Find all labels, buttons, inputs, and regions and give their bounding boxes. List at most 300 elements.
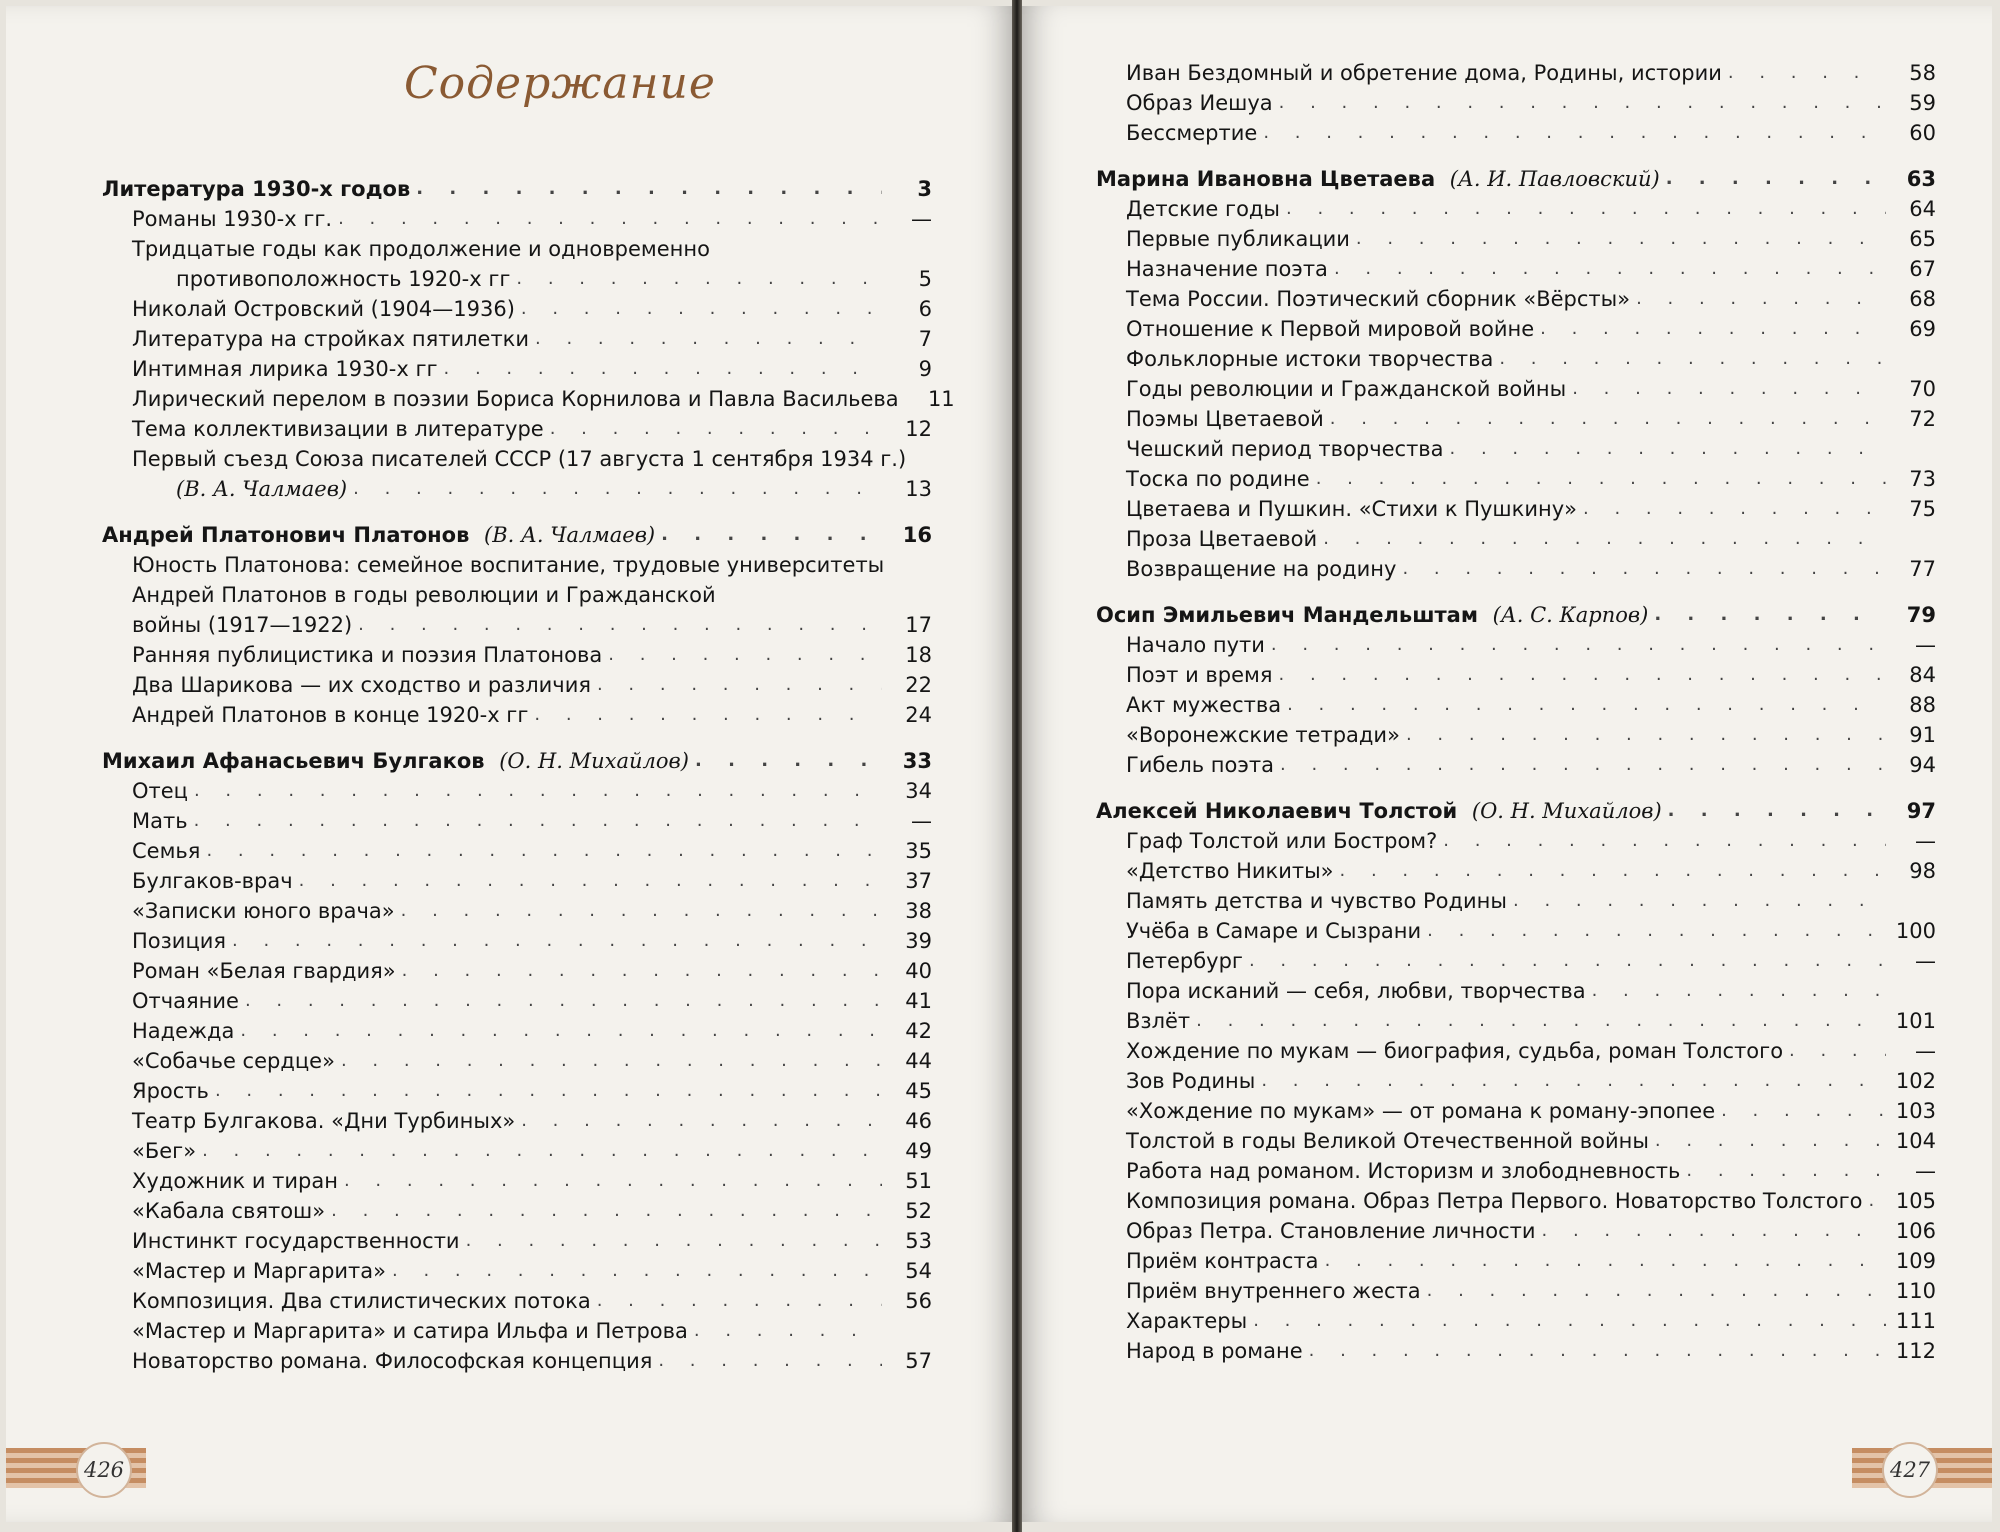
toc-entry-title: Память детства и чувство Родины bbox=[1126, 889, 1507, 913]
section-title: Литература 1930-х годов bbox=[102, 177, 411, 201]
toc-page-number: 24 bbox=[905, 703, 932, 727]
section-title: Алексей Николаевич Толстой bbox=[1096, 799, 1458, 823]
toc-entry bbox=[1096, 374, 1936, 404]
toc-page-number: 94 bbox=[1909, 753, 1936, 777]
toc-entry-title: Инстинкт государственности bbox=[132, 1229, 460, 1253]
toc-page-number: 53 bbox=[905, 1229, 932, 1253]
toc-entry-title: Первые публикации bbox=[1126, 227, 1350, 251]
toc-page-number: 49 bbox=[905, 1139, 932, 1163]
toc-entry-title: Романы 1930-х гг. bbox=[132, 207, 333, 231]
dot-leader bbox=[1263, 118, 1886, 148]
toc-page-number: 39 bbox=[905, 929, 932, 953]
toc-entry bbox=[1096, 524, 1936, 554]
toc-entry-title: Работа над романом. Историзм и злободневность bbox=[1126, 1159, 1681, 1183]
toc-entry-title: Отец bbox=[132, 779, 188, 803]
toc-page-number: 59 bbox=[1909, 91, 1936, 115]
toc-entry bbox=[102, 550, 932, 580]
toc-page-number: 58 bbox=[1909, 61, 1936, 85]
toc-entry-title: Детские годы bbox=[1126, 197, 1281, 221]
toc-entry bbox=[1096, 690, 1936, 720]
toc-entry bbox=[1096, 1246, 1936, 1276]
toc-page-number: 101 bbox=[1895, 1009, 1936, 1033]
toc-entry-continuation bbox=[102, 474, 932, 504]
toc-page-number: 75 bbox=[1909, 497, 1936, 521]
dot-leader bbox=[1655, 1126, 1886, 1156]
toc-page-number: 79 bbox=[1906, 603, 1936, 627]
toc-page-number: 13 bbox=[905, 477, 932, 501]
toc-page-number: 40 bbox=[905, 959, 932, 983]
toc-page-number: 17 bbox=[905, 613, 932, 637]
toc-entry-continuation bbox=[102, 264, 932, 294]
toc-entry-title: Художник и тиран bbox=[132, 1169, 338, 1193]
dot-leader bbox=[534, 700, 882, 730]
toc-page-number: 56 bbox=[905, 1289, 932, 1313]
section-title: Андрей Платонович Платонов bbox=[102, 523, 470, 547]
toc-page-number: 105 bbox=[1895, 1189, 1936, 1213]
toc-page-number: 42 bbox=[905, 1019, 932, 1043]
left-page bbox=[6, 6, 1016, 1522]
toc-page-number: — bbox=[1915, 633, 1936, 657]
dot-leader bbox=[1572, 374, 1886, 404]
toc-section-heading bbox=[1096, 164, 1936, 194]
dot-leader bbox=[1261, 1066, 1886, 1096]
dot-leader bbox=[1253, 1306, 1886, 1336]
toc-page-number: 3 bbox=[917, 177, 932, 201]
toc-entry-title: Литература на стройках пятилетки bbox=[132, 327, 530, 351]
toc-entry bbox=[1096, 1156, 1936, 1186]
toc-entry-title: Цветаева и Пушкин. «Стихи к Пушкину» bbox=[1126, 497, 1577, 521]
toc-entry bbox=[102, 640, 932, 670]
toc-page-number: 88 bbox=[1909, 693, 1936, 717]
toc-entry bbox=[102, 414, 932, 444]
toc-entry-title: Семья bbox=[132, 839, 201, 863]
toc-page-number: 9 bbox=[918, 357, 932, 381]
dot-leader bbox=[215, 1076, 882, 1106]
toc-entry-title: «Детство Никиты» bbox=[1126, 859, 1334, 883]
toc-entry bbox=[102, 1016, 932, 1046]
toc-page-number: 18 bbox=[905, 643, 932, 667]
toc-entry bbox=[102, 670, 932, 700]
dot-leader bbox=[550, 414, 882, 444]
toc-entry-title: Назначение поэта bbox=[1126, 257, 1328, 281]
toc-entry-title: Мать bbox=[132, 809, 188, 833]
dot-leader bbox=[232, 926, 882, 956]
toc-entry-title: Интимная лирика 1930-х гг bbox=[132, 357, 438, 381]
dot-leader bbox=[341, 1046, 882, 1076]
dot-leader bbox=[1427, 916, 1886, 946]
toc-entry-title: Тема коллективизации в литературе bbox=[132, 417, 544, 441]
toc-page-number: 97 bbox=[1906, 799, 1936, 823]
toc-page-number: 70 bbox=[1909, 377, 1936, 401]
dot-leader bbox=[597, 670, 882, 700]
toc-entry-title: Роман «Белая гвардия» bbox=[132, 959, 396, 983]
toc-page-number: 111 bbox=[1895, 1309, 1936, 1333]
toc-section-heading bbox=[102, 520, 932, 550]
toc-entry-title: Поэмы Цветаевой bbox=[1126, 407, 1324, 431]
toc-page-number: 102 bbox=[1895, 1069, 1936, 1093]
toc-entry bbox=[102, 926, 932, 956]
toc-entry bbox=[1096, 224, 1936, 254]
toc-entry bbox=[1096, 1276, 1936, 1306]
toc-page-number: 7 bbox=[918, 327, 932, 351]
dot-leader bbox=[1499, 344, 1886, 374]
dot-leader bbox=[338, 204, 882, 234]
toc-page-number: 54 bbox=[905, 1259, 932, 1283]
toc-entry-title: Граф Толстой или Бостром? bbox=[1126, 829, 1438, 853]
toc-entry-title: Тоска по родине bbox=[1126, 467, 1310, 491]
dot-leader bbox=[466, 1226, 882, 1256]
toc-page-number: 11 bbox=[927, 387, 955, 411]
toc-entry bbox=[1096, 1006, 1936, 1036]
dot-leader bbox=[1249, 946, 1886, 976]
toc-entry bbox=[1096, 916, 1936, 946]
toc-entry bbox=[102, 1256, 932, 1286]
toc-entry bbox=[102, 896, 932, 926]
dot-leader bbox=[695, 746, 882, 776]
toc-entry-title: Композиция. Два стилистических потока bbox=[132, 1289, 591, 1313]
toc-page-number: 100 bbox=[1895, 919, 1936, 943]
toc-page-number: 72 bbox=[1909, 407, 1936, 431]
dot-leader bbox=[1406, 720, 1886, 750]
toc-page-number: 67 bbox=[1909, 257, 1936, 281]
toc-page-number: 63 bbox=[1906, 167, 1936, 191]
dot-leader bbox=[1789, 1036, 1886, 1066]
dot-leader bbox=[1513, 886, 1886, 916]
toc-entry bbox=[102, 294, 932, 324]
toc-entry-title: Учёба в Самаре и Сызрани bbox=[1126, 919, 1422, 943]
right-page bbox=[1018, 6, 1992, 1522]
toc-page-number: 52 bbox=[905, 1199, 932, 1223]
toc-entry-title: «Воронежские тетради» bbox=[1126, 723, 1400, 747]
section-author: (А. С. Карпов) bbox=[1492, 603, 1649, 627]
toc-entry-title: «Кабала святош» bbox=[132, 1199, 326, 1223]
toc-page-number: 38 bbox=[905, 899, 932, 923]
dot-leader bbox=[1196, 1006, 1886, 1036]
toc-page-number: 103 bbox=[1895, 1099, 1936, 1123]
toc-entry bbox=[102, 580, 932, 610]
toc-entry-title: Поэт и время bbox=[1126, 663, 1273, 687]
dot-leader bbox=[1542, 1216, 1886, 1246]
toc-entry-title: Образ Петра. Становление личности bbox=[1126, 1219, 1536, 1243]
toc-entry bbox=[1096, 464, 1936, 494]
dot-leader bbox=[1654, 600, 1886, 630]
dot-leader bbox=[358, 610, 882, 640]
toc-page-number: 77 bbox=[1909, 557, 1936, 581]
toc-entry bbox=[1096, 976, 1936, 1006]
toc-entry-title: Зов Родины bbox=[1126, 1069, 1256, 1093]
dot-leader bbox=[1721, 1096, 1886, 1126]
toc-page-number: 68 bbox=[1909, 287, 1936, 311]
toc-page-number: — bbox=[911, 207, 932, 231]
book-gutter bbox=[1012, 0, 1022, 1532]
toc-entry-title: Надежда bbox=[132, 1019, 235, 1043]
toc-entry bbox=[1096, 720, 1936, 750]
toc-entry-title: Николай Островский (1904—1936) bbox=[132, 297, 515, 321]
toc-page-number: 5 bbox=[918, 267, 932, 291]
toc-entry bbox=[102, 1346, 932, 1376]
toc-entry-title: Композиция романа. Образ Петра Первого. Новаторство Толстого bbox=[1126, 1189, 1863, 1213]
toc-entry-title: Театр Булгакова. «Дни Турбиных» bbox=[132, 1109, 516, 1133]
toc-entry bbox=[1096, 630, 1936, 660]
toc-page-number: 64 bbox=[1909, 197, 1936, 221]
dot-leader bbox=[1402, 554, 1886, 584]
toc-page-number: 22 bbox=[905, 673, 932, 697]
toc-entry bbox=[102, 354, 932, 384]
toc-entry-title: Ярость bbox=[132, 1079, 209, 1103]
toc-entry bbox=[1096, 494, 1936, 524]
toc-entry-title: «Хождение по мукам» — от романа к роману-эпопее bbox=[1126, 1099, 1716, 1123]
toc-page-number: 110 bbox=[1895, 1279, 1936, 1303]
section-title: Михаил Афанасьевич Булгаков bbox=[102, 749, 485, 773]
toc-entry bbox=[102, 1136, 932, 1166]
toc-entry bbox=[1096, 826, 1936, 856]
dot-leader bbox=[299, 866, 882, 896]
toc-entry-title: Андрей Платонов в конце 1920-х гг bbox=[132, 703, 529, 727]
toc-entry-title: Годы революции и Гражданской войны bbox=[1126, 377, 1567, 401]
toc-entry bbox=[1096, 856, 1936, 886]
dot-leader bbox=[658, 1346, 882, 1376]
toc-entry-continuation bbox=[102, 610, 932, 640]
toc-entry-title: «Собачье сердце» bbox=[132, 1049, 335, 1073]
toc-page-number: 51 bbox=[905, 1169, 932, 1193]
dot-leader bbox=[1869, 1186, 1887, 1216]
toc-entry bbox=[102, 1196, 932, 1226]
page-number-left: 426 bbox=[76, 1442, 132, 1498]
toc-entry-title: Народ в романе bbox=[1126, 1339, 1303, 1363]
dot-leader bbox=[1666, 164, 1886, 194]
toc-page-number: 109 bbox=[1895, 1249, 1936, 1273]
toc-entry-title: Чешский период творчества bbox=[1126, 437, 1444, 461]
toc-entry-title: Лирический перелом в поэзии Бориса Корнилова и Павла Васильева bbox=[132, 387, 899, 411]
toc-entry bbox=[1096, 404, 1936, 434]
dot-leader bbox=[1356, 224, 1886, 254]
toc-entry-title: Взлёт bbox=[1126, 1009, 1191, 1033]
dot-leader bbox=[661, 520, 882, 550]
toc-entry bbox=[102, 444, 932, 474]
toc-entry bbox=[1096, 660, 1936, 690]
toc-entry-title: Ранняя публицистика и поэзия Платонова bbox=[132, 643, 603, 667]
toc-entry-title: Хождение по мукам — биография, судьба, роман Толстого bbox=[1126, 1039, 1784, 1063]
toc-entry bbox=[102, 384, 955, 414]
dot-leader bbox=[1443, 826, 1886, 856]
toc-entry bbox=[1096, 1216, 1936, 1246]
toc-entry bbox=[1096, 1306, 1936, 1336]
toc-entry-title: Отчаяние bbox=[132, 989, 239, 1013]
toc-page-number: 35 bbox=[905, 839, 932, 863]
toc-entry bbox=[102, 1286, 932, 1316]
toc-entry bbox=[1096, 254, 1936, 284]
toc-entry bbox=[102, 1316, 932, 1346]
dot-leader bbox=[1279, 660, 1887, 690]
toc-entry-title: Образ Иешуа bbox=[1126, 91, 1273, 115]
toc-entry bbox=[102, 1166, 932, 1196]
toc-page-number: 45 bbox=[905, 1079, 932, 1103]
toc-entry bbox=[1096, 434, 1936, 464]
dot-leader bbox=[1286, 194, 1886, 224]
toc-entry bbox=[1096, 750, 1936, 780]
toc-entry bbox=[102, 836, 932, 866]
toc-entry bbox=[102, 234, 932, 264]
toc-entry bbox=[102, 956, 932, 986]
section-author: (А. И. Павловский) bbox=[1449, 167, 1660, 191]
dot-leader bbox=[1330, 404, 1886, 434]
dot-leader bbox=[1316, 464, 1886, 494]
toc-page-number: 106 bbox=[1895, 1219, 1936, 1243]
toc-page-number: 41 bbox=[905, 989, 932, 1013]
dot-leader bbox=[344, 1166, 882, 1196]
section-author: (О. Н. Михайлов) bbox=[499, 749, 689, 773]
toc-entry-title: Возвращение на родину bbox=[1126, 557, 1397, 581]
dot-leader bbox=[1592, 976, 1886, 1006]
toc-page-number: 57 bbox=[905, 1349, 932, 1373]
dot-leader bbox=[1325, 1246, 1886, 1276]
toc-entry-title-continued: войны (1917—1922) bbox=[132, 613, 353, 637]
toc-entry bbox=[1096, 88, 1936, 118]
dot-leader bbox=[1540, 314, 1886, 344]
toc-entry bbox=[102, 806, 932, 836]
toc-entry bbox=[1096, 1336, 1936, 1366]
toc-page-number: 16 bbox=[902, 523, 932, 547]
toc-entry bbox=[1096, 344, 1936, 374]
toc-entry bbox=[1096, 1066, 1936, 1096]
toc-page-number: 98 bbox=[1909, 859, 1936, 883]
dot-leader bbox=[402, 956, 882, 986]
page-title: Содержание bbox=[404, 58, 716, 109]
toc-page-number: 6 bbox=[918, 297, 932, 321]
toc-page-number: 44 bbox=[905, 1049, 932, 1073]
toc-entry-title: Проза Цветаевой bbox=[1126, 527, 1318, 551]
toc-page-number: 37 bbox=[905, 869, 932, 893]
toc-entry-title: Иван Бездомный и обретение дома, Родины, истории bbox=[1126, 61, 1722, 85]
toc-entry-title: Характеры bbox=[1126, 1309, 1248, 1333]
dot-leader bbox=[194, 806, 882, 836]
toc-page-number: 46 bbox=[905, 1109, 932, 1133]
toc-entry bbox=[1096, 118, 1936, 148]
toc-entry-title: Новаторство романа. Философская концепция bbox=[132, 1349, 653, 1373]
toc-right bbox=[1096, 58, 1936, 1366]
toc-page-number: 104 bbox=[1895, 1129, 1936, 1153]
toc-page-number: 112 bbox=[1895, 1339, 1936, 1363]
toc-entry bbox=[1096, 886, 1936, 916]
toc-entry bbox=[1096, 554, 1936, 584]
dot-leader bbox=[240, 1016, 882, 1046]
toc-page-number: 65 bbox=[1909, 227, 1936, 251]
toc-entry bbox=[1096, 1126, 1936, 1156]
dot-leader bbox=[401, 896, 882, 926]
dot-leader bbox=[194, 776, 882, 806]
toc-entry-title: Юность Платонова: семейное воспитание, трудовые университеты bbox=[132, 553, 885, 577]
section-author: (В. А. Чалмаев) bbox=[484, 523, 656, 547]
toc-entry bbox=[102, 1226, 932, 1256]
toc-page-number: — bbox=[1915, 949, 1936, 973]
dot-leader bbox=[1280, 750, 1886, 780]
dot-leader bbox=[1686, 1156, 1886, 1186]
toc-entry bbox=[102, 1046, 932, 1076]
section-author: (О. Н. Михайлов) bbox=[1471, 799, 1662, 823]
toc-entry-title: Фольклорные истоки творчества bbox=[1126, 347, 1494, 371]
dot-leader bbox=[1450, 434, 1886, 464]
toc-entry-title: Приём внутреннего жеста bbox=[1126, 1279, 1421, 1303]
dot-leader bbox=[608, 640, 882, 670]
toc-entry bbox=[1096, 194, 1936, 224]
toc-entry bbox=[1096, 58, 1936, 88]
section-title: Осип Эмильевич Мандельштам bbox=[1096, 603, 1479, 627]
toc-section-heading bbox=[102, 746, 932, 776]
toc-page-number: 60 bbox=[1909, 121, 1936, 145]
toc-entry bbox=[1096, 1036, 1936, 1066]
section-title: Марина Ивановна Цветаева bbox=[1096, 167, 1436, 191]
toc-entry bbox=[102, 1076, 932, 1106]
dot-leader bbox=[202, 1136, 882, 1166]
dot-leader bbox=[1728, 58, 1886, 88]
toc-entry-title: Приём контраста bbox=[1126, 1249, 1319, 1273]
toc-entry-title-continued: противоположность 1920-х гг bbox=[176, 267, 511, 291]
toc-entry-title: Бессмертие bbox=[1126, 121, 1258, 145]
toc-entry-title: Пора исканий — себя, любви, творчества bbox=[1126, 979, 1586, 1003]
toc-entry-title: «Мастер и Маргарита» bbox=[132, 1259, 387, 1283]
toc-entry-title: Позиция bbox=[132, 929, 227, 953]
toc-entry-title: Акт мужества bbox=[1126, 693, 1282, 717]
toc-page-number: 12 bbox=[905, 417, 932, 441]
toc-entry bbox=[1096, 314, 1936, 344]
toc-page-number: 73 bbox=[1909, 467, 1936, 491]
dot-leader bbox=[444, 354, 882, 384]
toc-entry bbox=[102, 776, 932, 806]
toc-entry-title: Отношение к Первой мировой войне bbox=[1126, 317, 1535, 341]
toc-page-number: 91 bbox=[1909, 723, 1936, 747]
dot-leader bbox=[331, 1196, 882, 1226]
toc-entry-title: Первый съезд Союза писателей СССР (17 августа 1 сентября 1934 г.) bbox=[132, 447, 907, 471]
toc-page-number: 84 bbox=[1909, 663, 1936, 687]
toc-section-heading bbox=[1096, 796, 1936, 826]
toc-entry bbox=[1096, 946, 1936, 976]
toc-section-heading bbox=[102, 174, 932, 204]
toc-entry bbox=[102, 866, 932, 896]
dot-leader bbox=[1427, 1276, 1886, 1306]
dot-leader bbox=[245, 986, 882, 1016]
toc-page-number: — bbox=[1915, 1159, 1936, 1183]
dot-leader bbox=[521, 294, 882, 324]
dot-leader bbox=[1668, 796, 1886, 826]
dot-leader bbox=[416, 174, 882, 204]
toc-entry bbox=[102, 1106, 932, 1136]
dot-leader bbox=[1583, 494, 1886, 524]
dot-leader bbox=[1334, 254, 1886, 284]
dot-leader bbox=[1323, 524, 1886, 554]
dot-leader bbox=[1636, 284, 1886, 314]
dot-leader bbox=[694, 1316, 882, 1346]
toc-entry-title: Тридцатые годы как продолжение и одновременно bbox=[132, 237, 710, 261]
dot-leader bbox=[521, 1106, 882, 1136]
toc-entry-title: Начало пути bbox=[1126, 633, 1265, 657]
toc-page-number: — bbox=[1915, 829, 1936, 853]
toc-entry-title: «Мастер и Маргарита» и сатира Ильфа и Петрова bbox=[132, 1319, 688, 1343]
toc-page-number: — bbox=[1915, 1039, 1936, 1063]
toc-section-heading bbox=[1096, 600, 1936, 630]
toc-entry-title: Гибель поэта bbox=[1126, 753, 1275, 777]
toc-entry bbox=[102, 324, 932, 354]
toc-left bbox=[102, 174, 955, 1376]
dot-leader bbox=[392, 1256, 882, 1286]
toc-entry bbox=[1096, 1096, 1936, 1126]
toc-page-number: 33 bbox=[902, 749, 932, 773]
dot-leader bbox=[206, 836, 882, 866]
toc-entry bbox=[102, 986, 932, 1016]
dot-leader bbox=[535, 324, 882, 354]
toc-entry-title: «Бег» bbox=[132, 1139, 197, 1163]
dot-leader bbox=[1279, 88, 1886, 118]
toc-page-number: 34 bbox=[905, 779, 932, 803]
